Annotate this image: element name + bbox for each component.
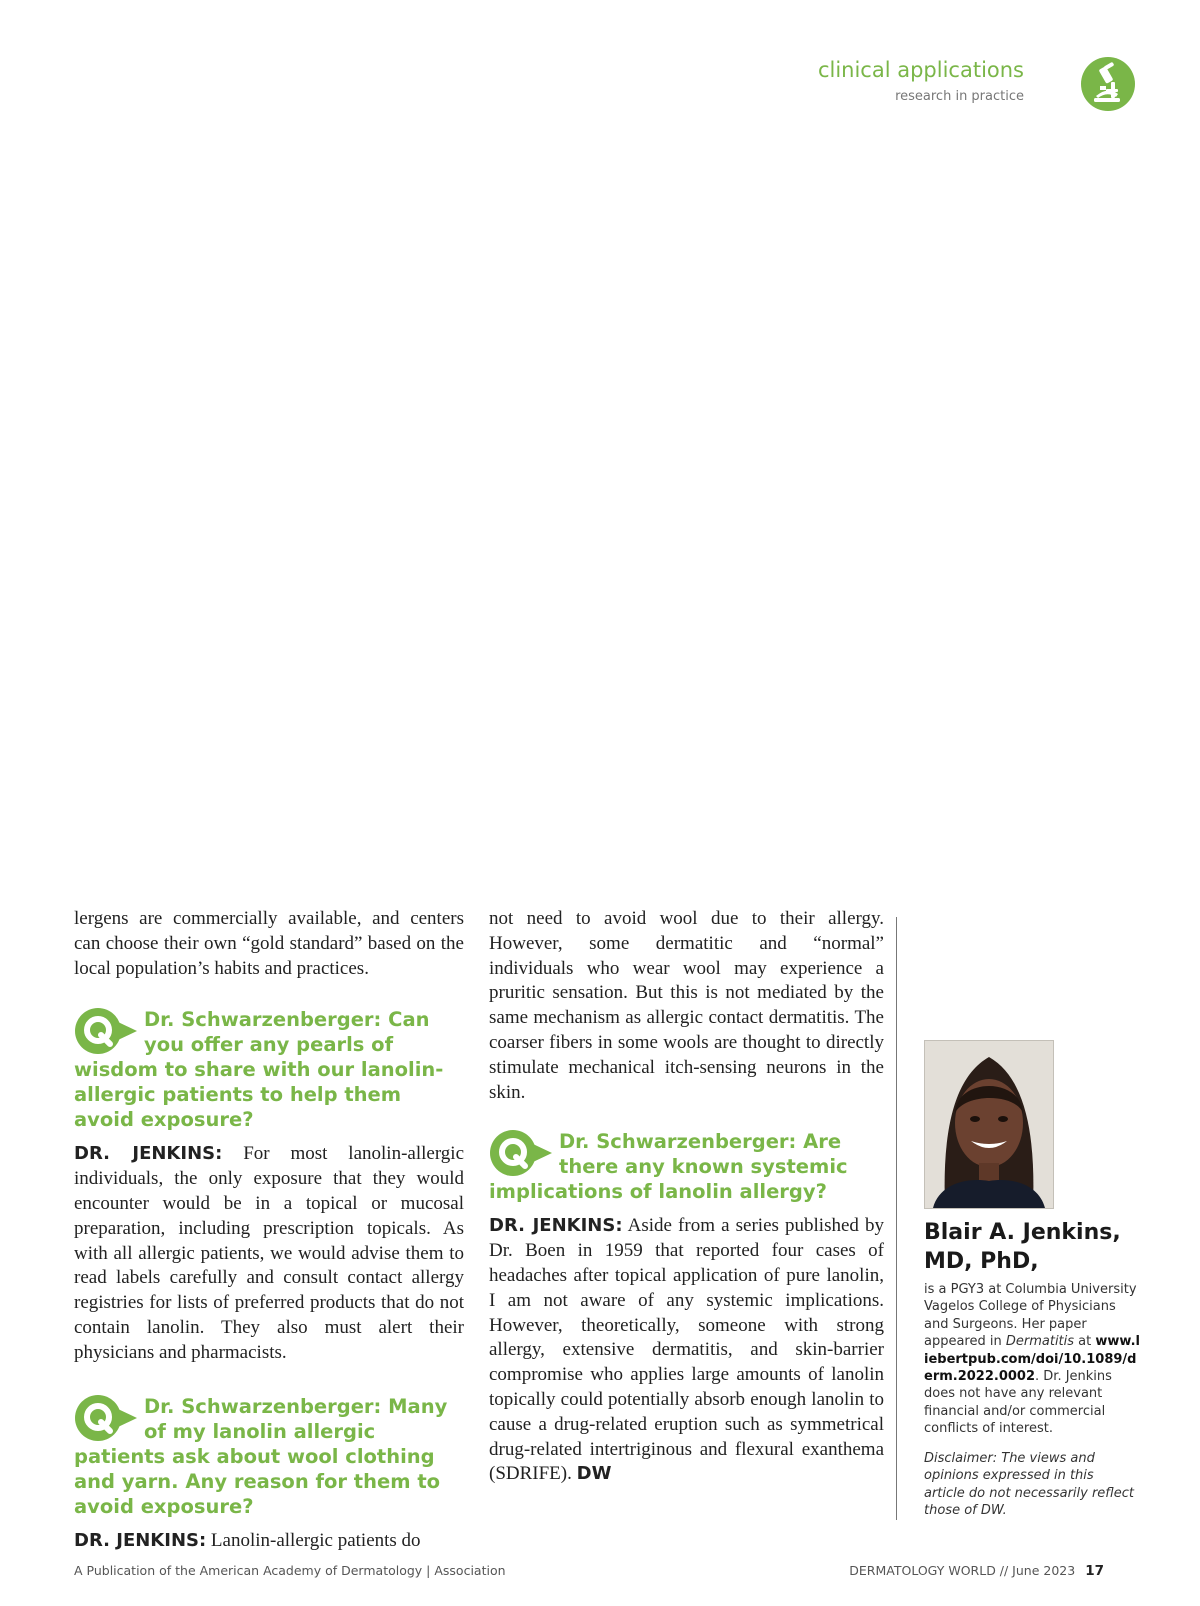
- section-title: clinical applications: [817, 58, 1024, 82]
- interviewer-name: Dr. Schwarzenberger:: [559, 1130, 797, 1154]
- article-column-1: [74, 907, 464, 1553]
- speaker-label: DR. JENKINS:: [489, 1215, 623, 1237]
- section-subtitle: research in practice: [895, 89, 1024, 104]
- question-block: [74, 1007, 464, 1132]
- answer-text: Lanolin-allergic patients do: [206, 1529, 421, 1551]
- author-bio: [924, 1281, 1144, 1438]
- speaker-label: DR. JENKINS:: [74, 1529, 207, 1551]
- paragraph: [74, 1529, 464, 1554]
- author-name: Blair A. Jenkins, MD, PhD,: [924, 1220, 1121, 1274]
- page-number: 17: [1085, 1563, 1104, 1579]
- article-link[interactable]: www.liebertpub.com/doi/10.1089/derm.2022.0002: [924, 1334, 1140, 1385]
- question-bubble-icon: [489, 1129, 553, 1177]
- question-block: [489, 1129, 884, 1204]
- question-text: Can you offer any pearls of wisdom to share with our lanolin-allergic patients to help them avoid exposure?: [74, 1008, 444, 1132]
- question-bubble-icon: [74, 1394, 138, 1442]
- issue-label: DERMATOLOGY WORLD // June 2023: [849, 1563, 1076, 1578]
- bio-text: is a PGY3 at Columbia University Vagelos College of Physicians and Surgeons. Her paper appeared in: [924, 1282, 1137, 1350]
- question-text: Are there any known systemic implications of lanolin allergy?: [489, 1130, 848, 1204]
- issue-info: [849, 1563, 1104, 1579]
- column-divider: [896, 917, 897, 1520]
- bio-text: at: [1074, 1334, 1096, 1350]
- answer-text: For most lanolin-allergic individuals, the only exposure that they would encounter would be in a topical or mucosal preparation, including prescription topicals. As with all allergic patients, we would advise them to read labels carefully and consult contact allergy registries for lists of preferred products that do not contain lanolin. They also must alert their physicians and pharmacists.: [74, 1143, 465, 1363]
- microscope-icon: [1080, 56, 1136, 112]
- answer-text: Aside from a series published by Dr. Boen in 1959 that reported four cases of headaches after topical application of pure lanolin, I am not aware of any systemic implications. However, theoretically, someone with strong allergy, extensive dermatitis, and skin-barrier compromise who applies large amounts of lanolin topically could potentially absorb enough lanolin to cause a drug-related eruption such as symmetrical drug-related intertriginous and flexural exanthema (SDRIFE).: [489, 1215, 885, 1485]
- paragraph: [489, 1214, 884, 1487]
- speaker-label: DR. JENKINS:: [74, 1143, 223, 1165]
- question-text: Many of my lanolin allergic patients ask about wool clothing and yarn. Any reason for them to avoid exposure?: [74, 1394, 448, 1518]
- bio-text: . Dr. Jenkins does not have any relevant financial and/or commercial conflicts of interest.: [924, 1369, 1112, 1437]
- interviewer-name: Dr. Schwarzenberger:: [144, 1008, 382, 1032]
- article-column-2: [489, 907, 884, 1487]
- paragraph: not need to avoid wool due to their allergy. However, some dermatitic and “normal” individuals who wear wool may experience a pruritic sensation. But this is not mediated by the same mechanism as allergic contact dermatitis. The coarser fibers in some wools are thought to directly stimulate mechanical itch-sensing neurons in the skin.: [489, 908, 884, 1103]
- question-block: [74, 1394, 464, 1519]
- end-mark: DW: [576, 1463, 612, 1485]
- author-photo: [924, 1040, 1054, 1209]
- paragraph: lergens are commercially available, and centers can choose their own “gold standard” based on the local population’s habits and practices.: [74, 908, 464, 979]
- portrait-photo: [925, 1041, 1053, 1208]
- interviewer-name: Dr. Schwarzenberger:: [144, 1394, 382, 1418]
- journal-name: Dermatitis: [1005, 1334, 1075, 1350]
- question-bubble-icon: [74, 1007, 138, 1055]
- paragraph: [74, 1142, 464, 1365]
- publisher-credit: A Publication of the American Academy of Dermatology | Association: [74, 1563, 506, 1578]
- disclaimer: Disclaimer: The views and opinions expressed in this article do not necessarily reflect those of DW.: [924, 1451, 1134, 1519]
